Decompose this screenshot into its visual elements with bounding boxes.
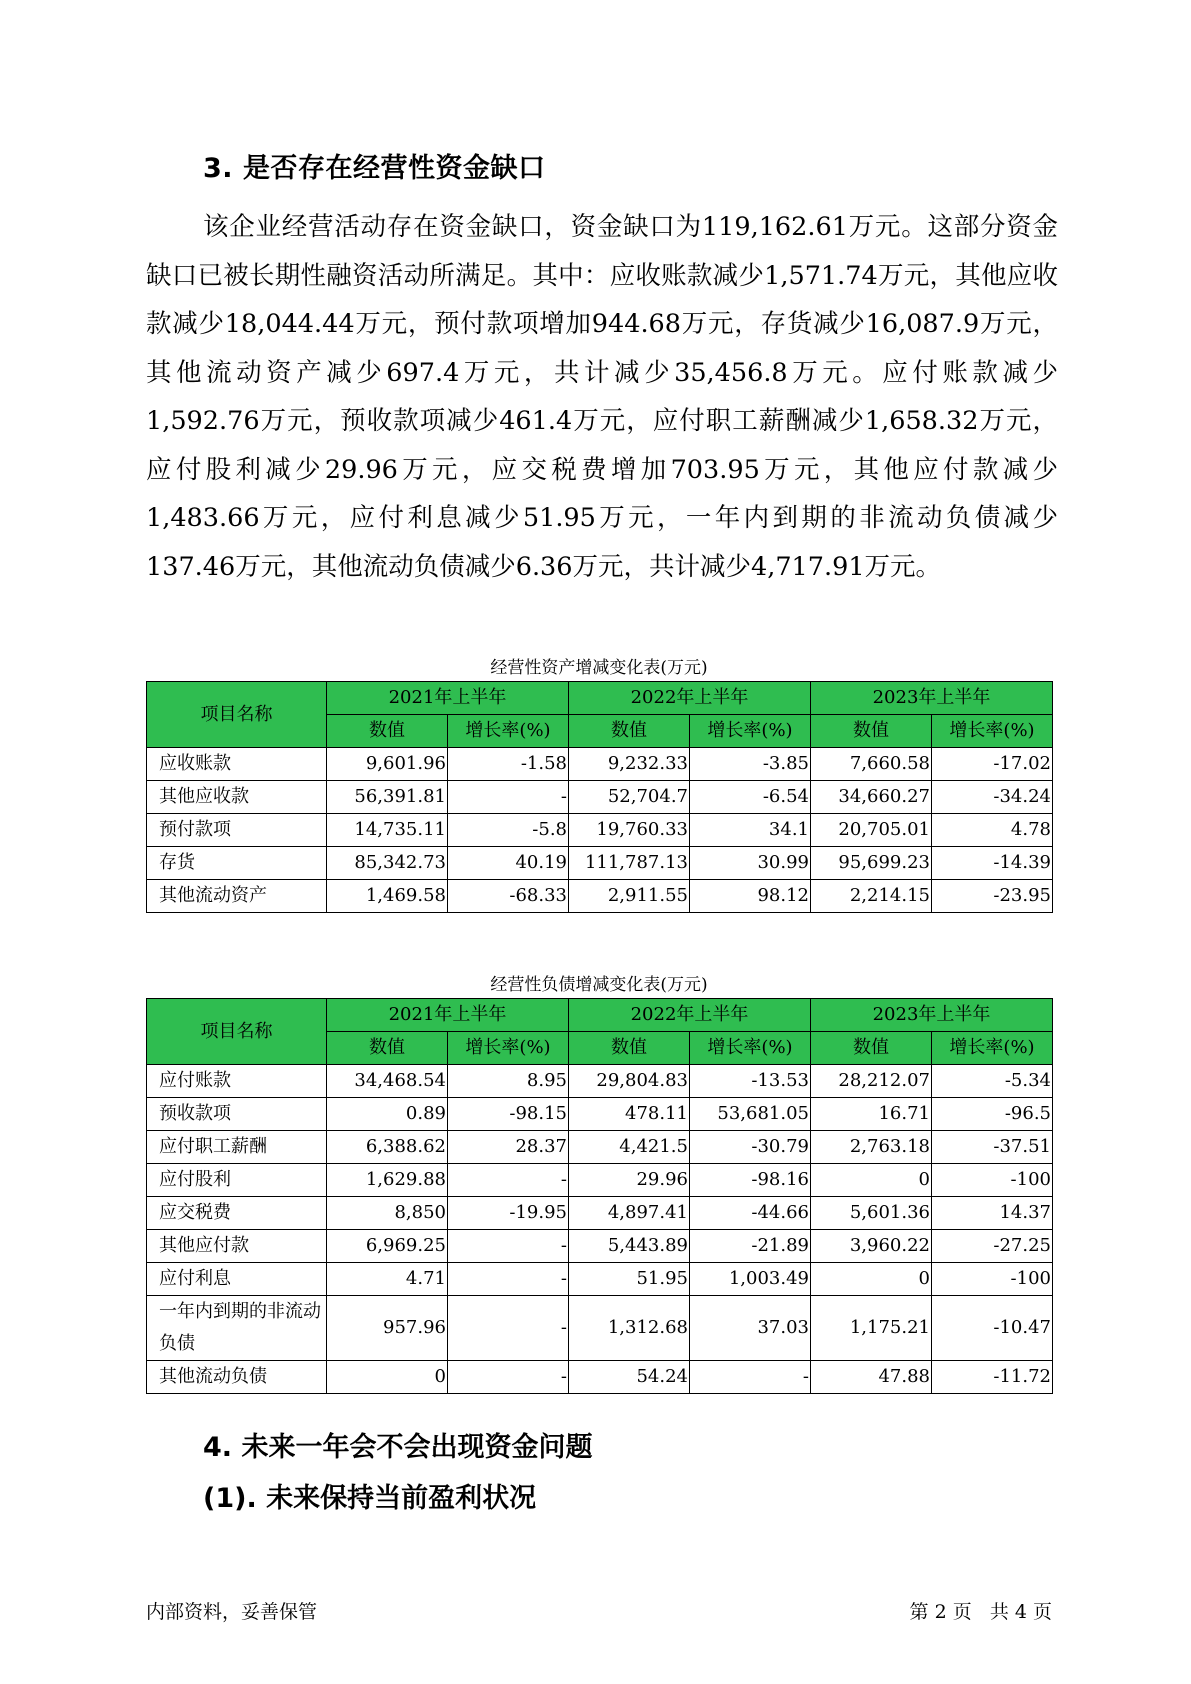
liabilities-table [146, 998, 1053, 1394]
header-value: 数值 [569, 1032, 690, 1065]
section3-paragraph: 该企业经营活动存在资金缺口，资金缺口为119,162.61万元。这部分资金缺口已被长期性融资活动所满足。其中：应收账款减少1,571.74万元，其他应收款减少18,044.44万元，预付款项增加944.68万元，存货减少16,087.9万元，其他流动资产减少697.4万元，共计减少35,456.8万元。应付账款减少1,592.76万元，预收款项减少461.4万元，应付职工薪酬减少1,658.32万元，应付股利减少29.96万元，应交税费增加703.95万元，其他应付款减少1,483.66万元，应付利息减少51.95万元，一年内到期的非流动负债减少137.46万元，其他流动负债减少6.36万元，共计减少4,717.91万元。 [146, 212, 1058, 582]
rate-cell: -96.5 [932, 1098, 1053, 1131]
header-value: 数值 [811, 715, 932, 748]
value-cell: 85,342.73 [327, 847, 448, 880]
rate-cell: 28.37 [448, 1131, 569, 1164]
value-cell: 5,443.89 [569, 1230, 690, 1263]
table-row [147, 1361, 1053, 1394]
assets-table-caption: 经营性资产增减变化表(万元) [490, 658, 708, 678]
table-row [147, 1230, 1053, 1263]
rate-cell: -19.95 [448, 1197, 569, 1230]
row-label: 存货 [147, 847, 327, 880]
rate-cell: 53,681.05 [690, 1098, 811, 1131]
value-cell: 2,214.15 [811, 880, 932, 913]
value-cell: 34,660.27 [811, 781, 932, 814]
rate-cell: 40.19 [448, 847, 569, 880]
rate-cell: -44.66 [690, 1197, 811, 1230]
header-item-name: 项目名称 [147, 999, 327, 1065]
table-row [147, 1197, 1053, 1230]
value-cell: 28,212.07 [811, 1065, 932, 1098]
value-cell: 4,421.5 [569, 1131, 690, 1164]
row-label: 应付账款 [147, 1065, 327, 1098]
rate-cell: -6.54 [690, 781, 811, 814]
rate-cell: -11.72 [932, 1361, 1053, 1394]
table-row [147, 1065, 1053, 1098]
value-cell: 1,469.58 [327, 880, 448, 913]
rate-cell: 1,003.49 [690, 1263, 811, 1296]
header-rate: 增长率(%) [932, 1032, 1053, 1065]
value-cell: 14,735.11 [327, 814, 448, 847]
value-cell: 16.71 [811, 1098, 932, 1131]
value-cell: 6,969.25 [327, 1230, 448, 1263]
value-cell: 5,601.36 [811, 1197, 932, 1230]
rate-cell: 14.37 [932, 1197, 1053, 1230]
header-value: 数值 [327, 715, 448, 748]
value-cell: 51.95 [569, 1263, 690, 1296]
header-period-2021: 2021年上半年 [327, 999, 569, 1032]
header-period-2023: 2023年上半年 [811, 999, 1053, 1032]
table-row [147, 1098, 1053, 1131]
table-row [147, 1164, 1053, 1197]
rate-cell: -68.33 [448, 880, 569, 913]
rate-cell: - [690, 1361, 811, 1394]
value-cell: 1,175.21 [811, 1296, 932, 1361]
rate-cell: - [448, 1164, 569, 1197]
header-rate: 增长率(%) [448, 715, 569, 748]
rate-cell: -27.25 [932, 1230, 1053, 1263]
value-cell: 1,312.68 [569, 1296, 690, 1361]
value-cell: 3,960.22 [811, 1230, 932, 1263]
value-cell: 957.96 [327, 1296, 448, 1361]
row-label: 一年内到期的非流动负债 [147, 1296, 327, 1361]
row-label: 应付利息 [147, 1263, 327, 1296]
value-cell: 7,660.58 [811, 748, 932, 781]
rate-cell: -21.89 [690, 1230, 811, 1263]
header-item-name: 项目名称 [147, 682, 327, 748]
rate-cell: -100 [932, 1263, 1053, 1296]
header-value: 数值 [327, 1032, 448, 1065]
rate-cell: -5.8 [448, 814, 569, 847]
rate-cell: -1.58 [448, 748, 569, 781]
value-cell: 6,388.62 [327, 1131, 448, 1164]
rate-cell: -5.34 [932, 1065, 1053, 1098]
value-cell: 9,232.33 [569, 748, 690, 781]
rate-cell: 8.95 [448, 1065, 569, 1098]
header-value: 数值 [569, 715, 690, 748]
section4-heading: 4. 未来一年会不会出现资金问题 [203, 1432, 593, 1463]
value-cell: 0 [811, 1263, 932, 1296]
value-cell: 0 [327, 1361, 448, 1394]
liabilities-table-caption: 经营性负债增减变化表(万元) [490, 975, 708, 995]
rate-cell: -23.95 [932, 880, 1053, 913]
header-period-2022: 2022年上半年 [569, 999, 811, 1032]
row-label: 其他应收款 [147, 781, 327, 814]
rate-cell: -10.47 [932, 1296, 1053, 1361]
rate-cell: - [448, 1230, 569, 1263]
value-cell: 95,699.23 [811, 847, 932, 880]
value-cell: 4,897.41 [569, 1197, 690, 1230]
rate-cell: - [448, 1361, 569, 1394]
footer-note: 内部资料，妥善保管 [146, 1601, 318, 1623]
row-label: 其他流动资产 [147, 880, 327, 913]
page-number: 第 2 页 共 4 页 [909, 1601, 1052, 1623]
value-cell: 34,468.54 [327, 1065, 448, 1098]
value-cell: 54.24 [569, 1361, 690, 1394]
table-row [147, 814, 1053, 847]
row-label: 其他应付款 [147, 1230, 327, 1263]
section3-heading: 3. 是否存在经营性资金缺口 [203, 153, 546, 184]
value-cell: 20,705.01 [811, 814, 932, 847]
value-cell: 8,850 [327, 1197, 448, 1230]
value-cell: 1,629.88 [327, 1164, 448, 1197]
value-cell: 29,804.83 [569, 1065, 690, 1098]
rate-cell: 34.1 [690, 814, 811, 847]
rate-cell: 30.99 [690, 847, 811, 880]
header-period-2022: 2022年上半年 [569, 682, 811, 715]
header-rate: 增长率(%) [690, 715, 811, 748]
value-cell: 2,763.18 [811, 1131, 932, 1164]
rate-cell: 4.78 [932, 814, 1053, 847]
value-cell: 19,760.33 [569, 814, 690, 847]
rate-cell: -30.79 [690, 1131, 811, 1164]
row-label: 预收款项 [147, 1098, 327, 1131]
rate-cell: -100 [932, 1164, 1053, 1197]
table-row [147, 781, 1053, 814]
rate-cell: - [448, 781, 569, 814]
rate-cell: 98.12 [690, 880, 811, 913]
rate-cell: -37.51 [932, 1131, 1053, 1164]
table-row [147, 1296, 1053, 1361]
value-cell: 2,911.55 [569, 880, 690, 913]
row-label: 应付股利 [147, 1164, 327, 1197]
table-row [147, 880, 1053, 913]
rate-cell: -98.15 [448, 1098, 569, 1131]
value-cell: 9,601.96 [327, 748, 448, 781]
rate-cell: - [448, 1263, 569, 1296]
value-cell: 111,787.13 [569, 847, 690, 880]
value-cell: 52,704.7 [569, 781, 690, 814]
rate-cell: -34.24 [932, 781, 1053, 814]
value-cell: 478.11 [569, 1098, 690, 1131]
rate-cell: -98.16 [690, 1164, 811, 1197]
section4-subheading: (1). 未来保持当前盈利状况 [203, 1483, 537, 1514]
row-label: 预付款项 [147, 814, 327, 847]
rate-cell: -14.39 [932, 847, 1053, 880]
row-label: 其他流动负债 [147, 1361, 327, 1394]
header-period-2021: 2021年上半年 [327, 682, 569, 715]
value-cell: 0.89 [327, 1098, 448, 1131]
table-row [147, 748, 1053, 781]
rate-cell: -17.02 [932, 748, 1053, 781]
rate-cell: -3.85 [690, 748, 811, 781]
header-rate: 增长率(%) [932, 715, 1053, 748]
assets-table [146, 681, 1053, 913]
table-row [147, 1263, 1053, 1296]
rate-cell: - [448, 1296, 569, 1361]
value-cell: 0 [811, 1164, 932, 1197]
row-label: 应收账款 [147, 748, 327, 781]
header-period-2023: 2023年上半年 [811, 682, 1053, 715]
table-row [147, 847, 1053, 880]
rate-cell: -13.53 [690, 1065, 811, 1098]
table-row [147, 1131, 1053, 1164]
header-value: 数值 [811, 1032, 932, 1065]
value-cell: 29.96 [569, 1164, 690, 1197]
row-label: 应交税费 [147, 1197, 327, 1230]
rate-cell: 37.03 [690, 1296, 811, 1361]
row-label: 应付职工薪酬 [147, 1131, 327, 1164]
header-rate: 增长率(%) [448, 1032, 569, 1065]
value-cell: 56,391.81 [327, 781, 448, 814]
value-cell: 4.71 [327, 1263, 448, 1296]
value-cell: 47.88 [811, 1361, 932, 1394]
header-rate: 增长率(%) [690, 1032, 811, 1065]
